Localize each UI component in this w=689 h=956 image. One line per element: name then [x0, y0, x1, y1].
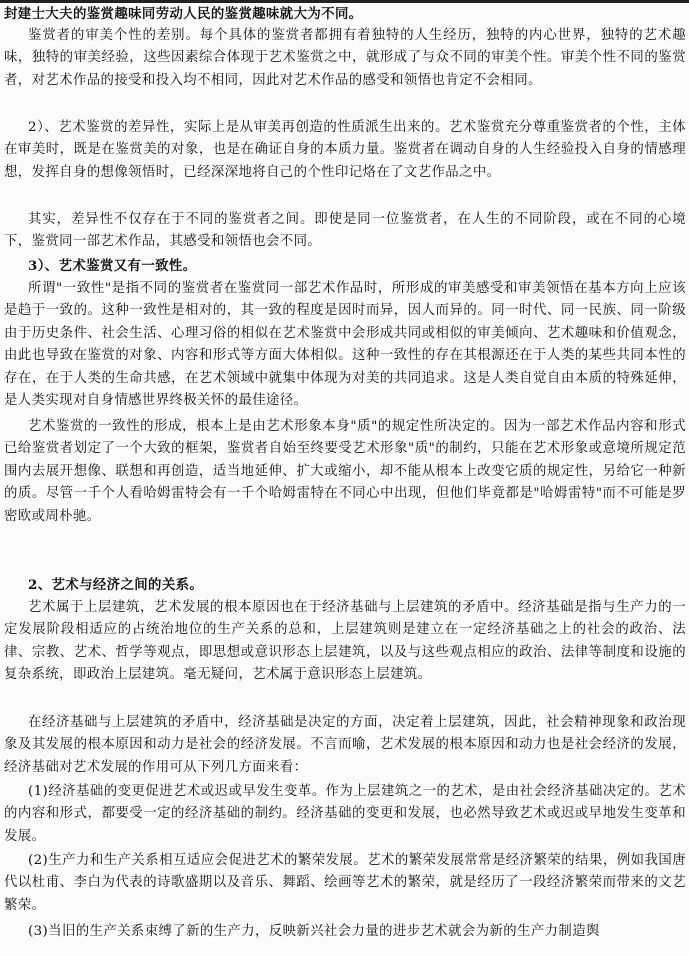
paragraph-economic-base: 在经济基础与上层建筑的矛盾中，经济基础是决定的方面，决定着上层建筑，因此，社会精神现象和政治现象及其发展的根本原因和动力是社会的经济发展。不言而喻，艺术发展的根本原因和动力也是社会经济的发展，经济基础对艺术发展的作用可从下列几方面来看： — [4, 715, 686, 775]
list-item-2: (2)生产力和生产关系相互适应会促进艺术的繁荣发展。艺术的繁荣发展常常是经济繁荣的结果，例如我国唐代以杜甫、李白为代表的诗歌盛期以及音乐、舞蹈、绘画等艺术的繁荣，就是经历了一段经济繁荣而带来的文艺繁荣。 — [4, 853, 686, 913]
list-item-1: (1)经济基础的变更促进艺术或迟或早发生变革。作为上层建筑之一的艺术，是由社会经济基础决定的。艺术的内容和形式，都要受一定的经济基础的制约。经济基础的变更和发展，也必然导致艺术或迟或早地发生变革和发展。 — [4, 784, 686, 844]
list-item-3: (3)当旧的生产关系束缚了新的生产力，反映新兴社会力量的进步艺术就会为新的生产力制造舆 — [28, 924, 600, 939]
paragraph-consistency: 所谓"一致性"是指不同的鉴赏者在鉴赏同一部艺术作品时，所形成的审美感受和审美领悟在基本方向上应该是趋于一致的。这种一致性是相对的，其一致的程度是因时而异，因人而异的。同一时代、同一民族、同一阶级由于历史条件、社会生活、心理习俗的相似在艺术鉴赏中会形成共同或相似的审美倾向、艺术趣味和价值观念，由此也导致在鉴赏的对象、内容和形式等方面大体相似。这种一致性的存在其根源还在于人类的某些共同本性的存在，在于人类的生命共感，在艺术领域中就集中体现为对美的共同追求。这是人类自觉自由本质的特殊延伸，是人类实现对自身情感世界终极关怀的最佳途径。 — [4, 281, 686, 409]
paragraph-difference: 2）、艺术鉴赏的差异性，实际上是从审美再创造的性质派生出来的。艺术鉴赏充分尊重鉴赏者的个性，主体在审美时，既是在鉴赏美的对象，也是在确证自身的本质力量。鉴赏者在调动自身的人生经验投入自身的情感理想，发挥自身的想像领悟时，已经深深地将自己的个性印记烙在了文艺作品之中。 — [4, 120, 686, 180]
section-heading-art-economy: 2、艺术与经济之间的关系。 — [28, 577, 204, 593]
paragraph-consistency-formation: 艺术鉴赏的一致性的形成，根本上是由艺术形象本身"质"的规定性所决定的。因为一部艺术作品内容和形式已给鉴赏者划定了一个大致的框架，鉴赏者自始至终要受艺术形象"质"的制约，只能在艺术形象或意境所规定范围内去展开想像、联想和再创造，适当地延伸、扩大或缩小，却不能从根本上改变它质的规定性，另给它一种新的质。尽管一千个人看哈姆雷特会有一千个哈姆雷特在不同心中出现，但他们毕竟都是"哈姆雷特"而不可能是罗密欧或周朴驰。 — [4, 419, 686, 524]
text-line-intro: 封建士大夫的鉴赏趣味同劳动人民的鉴赏趣味就大为不同。 — [4, 6, 363, 22]
subheading-consistency: 3）、艺术鉴赏又有一致性。 — [28, 258, 197, 274]
paragraph-aesthetic-individuality: 鉴赏者的审美个性的差别。每个具体的鉴赏者都拥有着独特的人生经历，独特的内心世界，独特的艺术趣味，独特的审美经验，这些因素综合体现于艺术鉴赏之中，就形成了与众不同的审美个性。审美个性不同的鉴赏者，对艺术作品的接受和投入均不相同，因此对艺术作品的感受和领悟也肯定不会相同。 — [4, 28, 686, 88]
paragraph-difference-note: 其实，差异性不仅存在于不同的鉴赏者之间。即使是同一位鉴赏者，在人生的不同阶段，或在不同的心境下，鉴赏同一部艺术作品，其感受和领悟也会不同。 — [4, 212, 686, 250]
paragraph-superstructure: 艺术属于上层建筑，艺术发展的根本原因也在于经济基础与上层建筑的矛盾中。经济基础是指与生产力的一定发展阶段相适应的占统治地位的生产关系的总和，上层建筑则是建立在一定经济基础之上的社会的政治、法律、宗教、艺术、哲学等观点，即思想或意识形态上层建筑，以及与这些观点相应的政治、法律等制度和设施的复杂系统，即政治上层建筑。毫无疑问，艺术属于意识形态上层建筑。 — [4, 600, 686, 683]
